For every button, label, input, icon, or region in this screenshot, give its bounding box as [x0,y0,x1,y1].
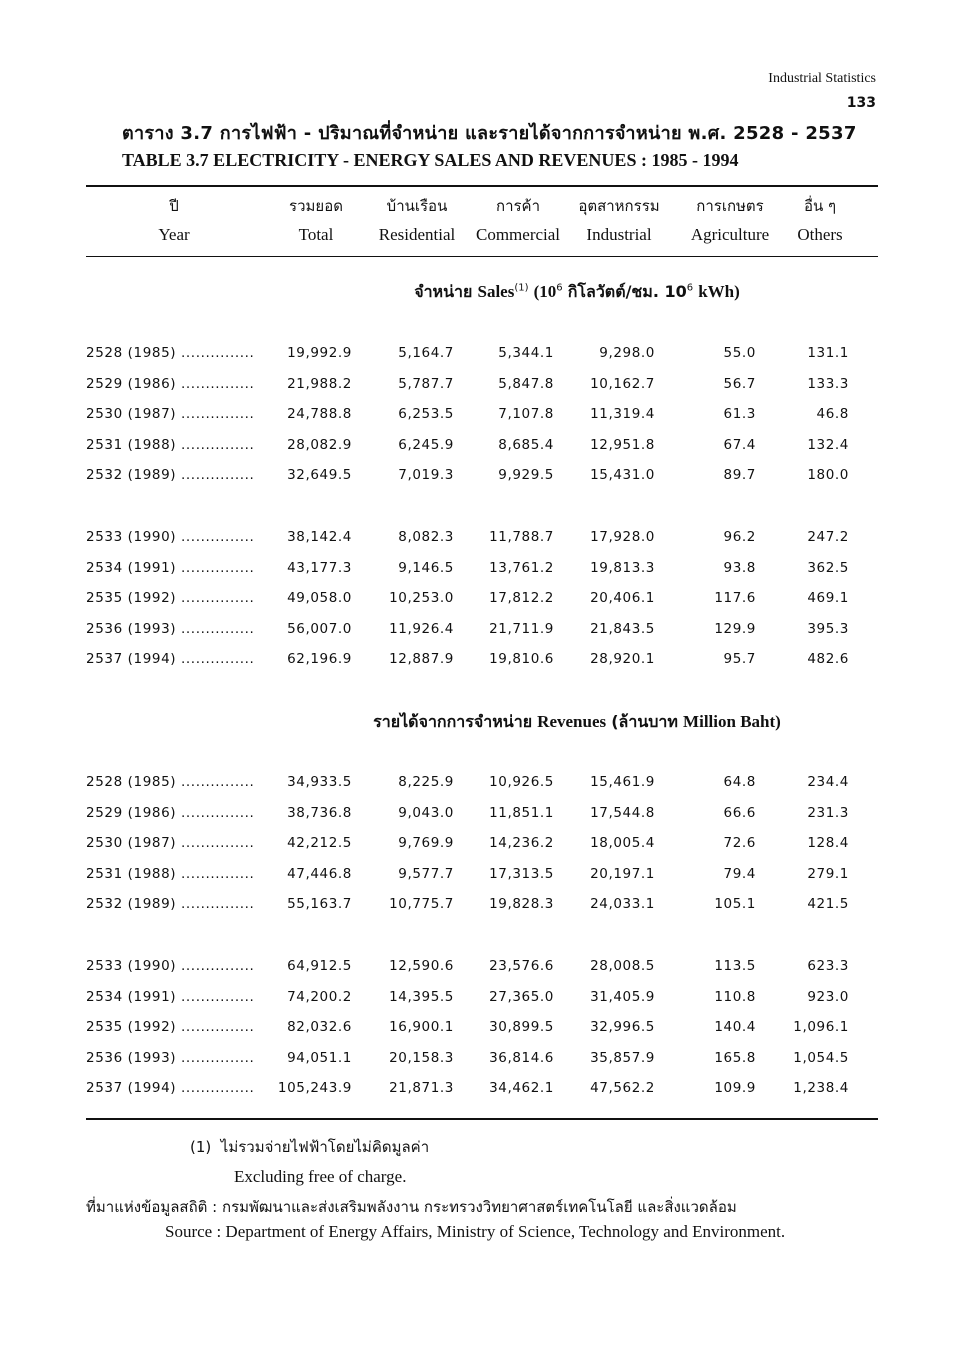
row-total: 94,051.1 [287,1049,352,1066]
row-others: 133.3 [807,375,849,392]
row-year: 2536 (1993) ............... [86,1049,255,1066]
row-year: 2535 (1992) ............... [86,1019,255,1036]
revenue-section-title [94,710,966,735]
row-agriculture: 61.3 [723,406,756,423]
row-others: 395.3 [807,620,849,637]
row-industrial: 35,857.9 [590,1049,655,1066]
sales-title-english: Sales [477,282,515,301]
footnote-reference: (1) [514,282,529,294]
sales-unit-open: (10 [533,282,557,301]
row-commercial: 5,344.1 [498,345,554,361]
row-residential: 5,787.7 [398,375,454,392]
row-total: 47,446.8 [287,865,352,882]
row-agriculture: 95.7 [723,651,756,668]
table-row [0,560,966,590]
column-header-residential [370,195,464,247]
row-commercial: 7,107.8 [498,406,554,423]
column-header-english: Residential [378,225,456,244]
column-header-agriculture [680,195,780,247]
table-title-thai: ตาราง 3.7 การไฟฟ้า - ปริมาณที่จำหน่าย และรายได้จากการจำหน่าย พ.ศ. 2528 - 2537 [122,123,857,144]
row-total: 82,032.6 [287,1019,352,1036]
table-row [0,345,966,375]
row-others: 1,096.1 [793,1019,849,1036]
column-header-thai: ปี [169,197,179,215]
page-header [768,66,876,116]
row-total: 38,142.4 [287,529,352,545]
table-row [0,1080,966,1110]
row-year: 2529 (1986) ............... [86,804,255,821]
revenue-title-thai: รายได้จากการจำหน่าย [373,712,533,731]
row-others: 362.5 [807,559,849,576]
row-residential: 12,590.6 [389,958,454,974]
row-commercial: 36,814.6 [489,1049,554,1066]
sales-title-thai: จำหน่าย [414,282,473,301]
row-commercial: 17,313.5 [489,865,554,882]
row-industrial: 10,162.7 [590,375,655,392]
row-residential: 8,082.3 [398,529,454,545]
row-agriculture: 66.6 [723,804,756,821]
row-residential: 11,926.4 [389,620,454,637]
table-row [0,896,966,926]
table-row [0,774,966,804]
row-others: 1,054.5 [793,1049,849,1066]
row-total: 74,200.2 [287,988,352,1005]
table-row [0,467,966,497]
row-industrial: 20,197.1 [590,865,655,882]
table-row [0,989,966,1019]
row-others: 180.0 [807,467,849,484]
column-header-english: Year [158,225,190,244]
row-others: 231.3 [807,804,849,821]
row-commercial: 11,851.1 [489,804,554,821]
table-row [0,651,966,681]
row-others: 1,238.4 [793,1080,849,1097]
row-others: 128.4 [807,835,849,852]
row-year: 2537 (1994) ............... [86,651,255,668]
table-row [0,866,966,896]
row-year: 2532 (1989) ............... [86,467,255,484]
row-residential: 9,043.0 [398,804,454,821]
row-commercial: 11,788.7 [489,529,554,545]
row-agriculture: 93.8 [723,559,756,576]
row-industrial: 28,920.1 [590,651,655,668]
revenue-unit-thai: (ล้านบาท [611,712,678,731]
row-commercial: 21,711.9 [489,620,554,637]
row-total: 28,082.9 [287,436,352,453]
source-thai: ที่มาแห่งข้อมูลสถิติ : กรมพัฒนาและส่งเสริมพลังงาน กระทรวงวิทยาศาสตร์เทคโนโลยี และสิ่งแวดล้อม [86,1198,737,1216]
row-agriculture: 165.8 [714,1049,756,1066]
row-agriculture: 55.0 [723,345,756,361]
row-year: 2533 (1990) ............... [86,529,255,545]
row-agriculture: 105.1 [714,896,756,913]
row-commercial: 30,899.5 [489,1019,554,1036]
row-industrial: 17,928.0 [590,529,655,545]
row-industrial: 17,544.8 [590,804,655,821]
column-header-english: Total [298,225,334,244]
column-header-thai: อุตสาหกรรม [578,197,660,215]
row-industrial: 32,996.5 [590,1019,655,1036]
row-industrial: 31,405.9 [590,988,655,1005]
table-top-rule [86,185,878,187]
row-year: 2534 (1991) ............... [86,559,255,576]
row-residential: 7,019.3 [398,467,454,484]
exponent: 6 [556,282,563,294]
row-others: 132.4 [807,436,849,453]
row-year: 2537 (1994) ............... [86,1080,255,1097]
table-row [0,835,966,865]
table-bottom-rule [86,1118,878,1120]
row-commercial: 19,828.3 [489,896,554,913]
row-total: 55,163.7 [287,896,352,913]
row-commercial: 23,576.6 [489,958,554,974]
row-residential: 6,245.9 [398,436,454,453]
row-agriculture: 72.6 [723,835,756,852]
table-row [0,406,966,436]
row-commercial: 8,685.4 [498,436,554,453]
row-others: 469.1 [807,590,849,607]
row-others: 234.4 [807,774,849,790]
row-agriculture: 117.6 [714,590,756,607]
row-commercial: 9,929.5 [498,467,554,484]
row-residential: 12,887.9 [389,651,454,668]
row-residential: 20,158.3 [389,1049,454,1066]
exponent: 6 [686,282,694,294]
column-header-industrial [570,195,668,247]
source-english: Source : Department of Energy Affairs, Ministry of Science, Technology and Environment. [165,1222,786,1241]
row-agriculture: 109.9 [714,1080,756,1097]
column-header-year [128,195,220,247]
table-row [0,376,966,406]
column-header-total [268,195,364,247]
table-row [0,529,966,559]
row-total: 32,649.5 [287,467,352,484]
sales-unit-thai: กิโลวัตต์/ชม. 10 [567,282,687,301]
row-industrial: 12,951.8 [590,436,655,453]
row-total: 38,736.8 [287,804,352,821]
row-commercial: 5,847.8 [498,375,554,392]
row-others: 482.6 [807,651,849,668]
row-total: 62,196.9 [287,651,352,668]
row-commercial: 10,926.5 [489,774,554,790]
row-industrial: 47,562.2 [590,1080,655,1097]
table-row [0,805,966,835]
table-row [0,621,966,651]
sales-section-title [94,280,966,305]
row-year: 2530 (1987) ............... [86,835,255,852]
row-residential: 16,900.1 [389,1019,454,1036]
row-year: 2530 (1987) ............... [86,406,255,423]
row-industrial: 24,033.1 [590,896,655,913]
column-header-others [786,195,854,247]
column-header-thai: รวมยอด [289,197,343,215]
row-residential: 10,253.0 [389,590,454,607]
footnote-marker: (1) [190,1138,212,1156]
row-others: 279.1 [807,865,849,882]
footnote-english: Excluding free of charge. [234,1167,407,1186]
footnote-thai: ไม่รวมจ่ายไฟฟ้าโดยไม่คิดมูลค่า [220,1138,430,1156]
column-header-commercial [468,195,568,247]
row-others: 247.2 [807,529,849,545]
footnote [190,1134,429,1190]
table-row [0,590,966,620]
row-year: 2531 (1988) ............... [86,865,255,882]
column-header-english: Commercial [475,225,561,244]
row-residential: 5,164.7 [398,345,454,361]
row-year: 2536 (1993) ............... [86,620,255,637]
row-total: 49,058.0 [287,590,352,607]
row-industrial: 15,431.0 [590,467,655,484]
row-industrial: 28,008.5 [590,958,655,974]
row-residential: 21,871.3 [389,1080,454,1097]
row-others: 421.5 [807,896,849,913]
table-row [0,1050,966,1080]
row-others: 131.1 [807,345,849,361]
column-header-thai: การค้า [495,197,541,215]
row-year: 2535 (1992) ............... [86,590,255,607]
series-title: Industrial Statistics [768,71,876,86]
row-residential: 6,253.5 [398,406,454,423]
revenue-unit-english: Million Baht) [683,712,781,731]
row-agriculture: 67.4 [723,436,756,453]
column-header-thai: การเกษตร [696,197,764,215]
row-year: 2528 (1985) ............... [86,774,255,790]
row-total: 42,212.5 [287,835,352,852]
column-header-english: Agriculture [690,225,770,244]
row-industrial: 20,406.1 [590,590,655,607]
row-residential: 10,775.7 [389,896,454,913]
row-agriculture: 79.4 [723,865,756,882]
row-commercial: 14,236.2 [489,835,554,852]
table-row [0,958,966,988]
row-commercial: 34,462.1 [489,1080,554,1097]
page-number: 133 [846,95,876,111]
table-row [0,437,966,467]
row-year: 2531 (1988) ............... [86,436,255,453]
row-total: 43,177.3 [287,559,352,576]
column-header-thai: อื่น ๆ [803,197,837,215]
row-commercial: 17,812.2 [489,590,554,607]
row-residential: 9,577.7 [398,865,454,882]
row-commercial: 27,365.0 [489,988,554,1005]
row-industrial: 21,843.5 [590,620,655,637]
row-total: 105,243.9 [277,1080,352,1097]
row-total: 24,788.8 [287,406,352,423]
row-agriculture: 113.5 [714,958,756,974]
row-commercial: 19,810.6 [489,651,554,668]
row-industrial: 11,319.4 [590,406,655,423]
row-total: 19,992.9 [287,345,352,361]
sales-unit-english: kWh) [698,282,740,301]
row-agriculture: 129.9 [714,620,756,637]
column-header-english: Industrial [586,225,652,244]
revenue-title-english: Revenues [537,712,607,731]
row-year: 2529 (1986) ............... [86,375,255,392]
row-residential: 14,395.5 [389,988,454,1005]
table-row [0,1019,966,1049]
row-industrial: 15,461.9 [590,774,655,790]
row-total: 56,007.0 [287,620,352,637]
row-industrial: 9,298.0 [599,345,655,361]
row-year: 2528 (1985) ............... [86,345,255,361]
row-agriculture: 89.7 [723,467,756,484]
column-header-thai: บ้านเรือน [386,197,448,215]
column-header-english: Others [797,225,843,244]
row-residential: 9,769.9 [398,835,454,852]
row-commercial: 13,761.2 [489,559,554,576]
row-agriculture: 64.8 [723,774,756,790]
row-year: 2532 (1989) ............... [86,896,255,913]
row-year: 2534 (1991) ............... [86,988,255,1005]
row-industrial: 19,813.3 [590,559,655,576]
row-residential: 9,146.5 [398,559,454,576]
row-others: 46.8 [816,406,849,423]
row-agriculture: 96.2 [723,529,756,545]
header-rule [86,256,878,257]
table-title-english: TABLE 3.7 ELECTRICITY - ENERGY SALES AND REVENUES : 1985 - 1994 [122,150,739,170]
row-others: 923.0 [807,988,849,1005]
row-agriculture: 140.4 [714,1019,756,1036]
row-total: 64,912.5 [287,958,352,974]
row-others: 623.3 [807,958,849,974]
row-agriculture: 110.8 [714,988,756,1005]
row-year: 2533 (1990) ............... [86,958,255,974]
row-residential: 8,225.9 [398,774,454,790]
row-total: 21,988.2 [287,375,352,392]
row-agriculture: 56.7 [723,375,756,392]
row-industrial: 18,005.4 [590,835,655,852]
row-total: 34,933.5 [287,774,352,790]
